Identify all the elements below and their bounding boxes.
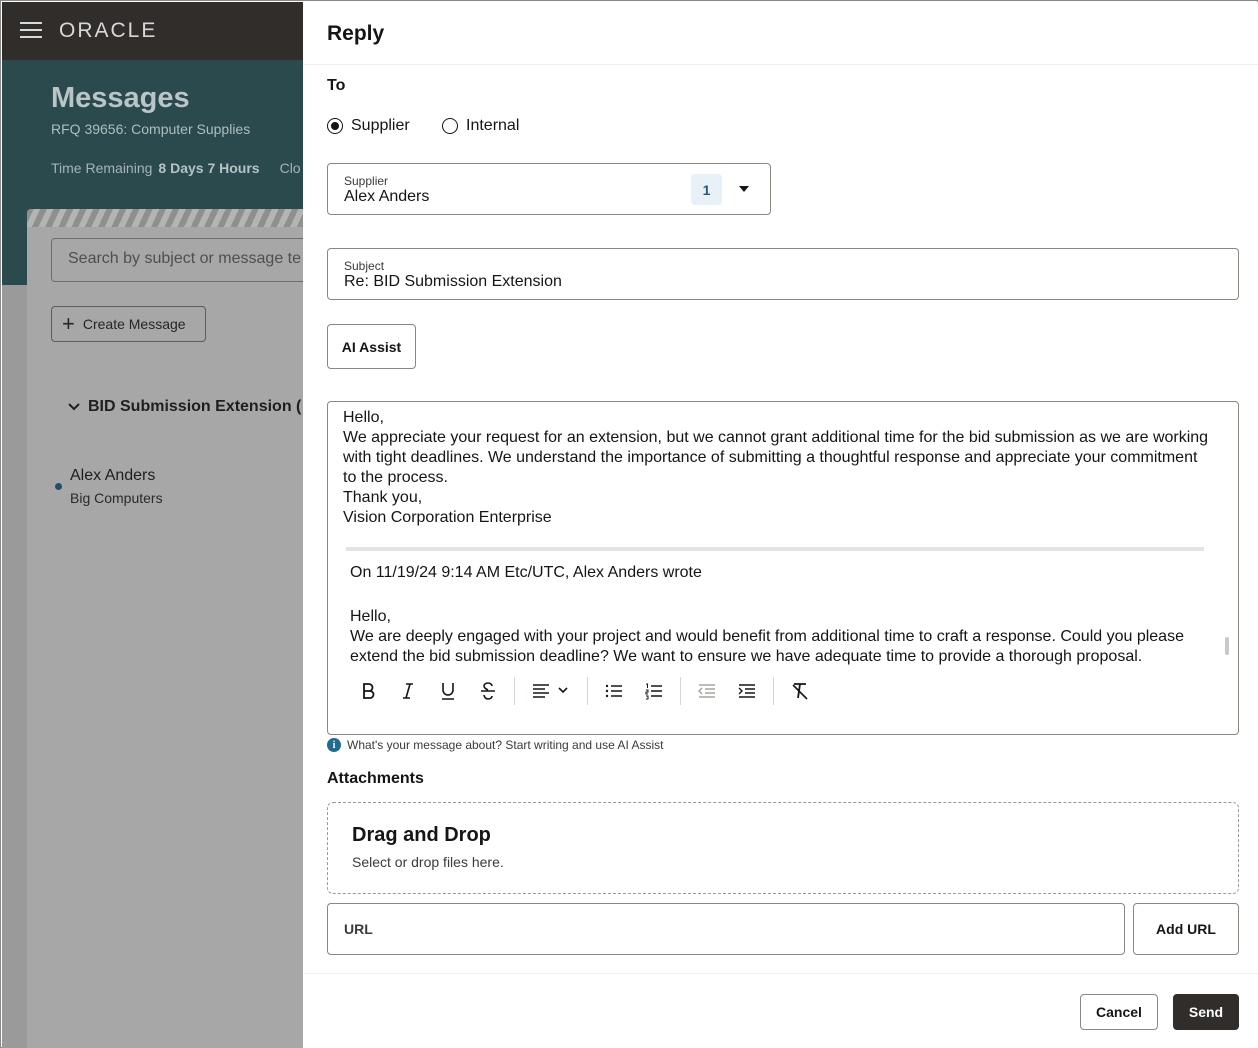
message-body-editor[interactable] (327, 401, 1239, 735)
message-search-input[interactable]: Search by subject or message te (51, 238, 303, 282)
toolbar-separator (514, 677, 515, 705)
drawer-title: Reply (327, 22, 385, 45)
url-placeholder: URL (344, 921, 373, 937)
cancel-button[interactable]: Cancel (1080, 994, 1158, 1030)
create-message-button[interactable] (51, 306, 206, 342)
rfq-subtitle: RFQ 39656: Computer Supplies (51, 121, 251, 137)
file-dropzone[interactable] (327, 802, 1239, 894)
body-line: Hello, (343, 409, 384, 426)
radio-selected-icon (327, 118, 343, 134)
background-page (2, 2, 303, 1048)
radio-supplier[interactable] (327, 117, 410, 135)
align-left-icon[interactable] (521, 673, 581, 709)
attachments-label: Attachments (327, 770, 424, 787)
editor-scrollbar[interactable] (1225, 637, 1229, 655)
unread-indicator (55, 483, 62, 490)
editor-help-text (327, 738, 663, 752)
editor-toolbar (348, 673, 820, 709)
thread-title: BID Submission Extension ( (88, 398, 302, 415)
url-input[interactable] (327, 903, 1125, 955)
toolbar-separator (680, 677, 681, 705)
quoted-header: On 11/19/24 9:14 AM Etc/UTC, Alex Anders wrote (350, 564, 702, 581)
time-remaining-value: 8 Days 7 Hours (158, 160, 260, 176)
hamburger-menu-icon[interactable] (20, 22, 42, 38)
chevron-down-icon (68, 398, 80, 416)
italic-icon[interactable] (388, 673, 428, 709)
message-body-text[interactable] (343, 408, 1213, 528)
create-message-label: Create Message (82, 316, 186, 332)
message-sender-company: Big Computers (70, 490, 163, 506)
clear-formatting-icon[interactable] (780, 673, 820, 709)
time-remaining (51, 160, 301, 176)
reply-drawer (303, 2, 1258, 1048)
panel-banner-texture (27, 209, 303, 227)
ai-assist-button[interactable]: AI Assist (327, 324, 416, 369)
body-line: Thank you, (343, 489, 423, 506)
page-title: Messages (51, 82, 190, 114)
bold-icon[interactable] (348, 673, 388, 709)
subject-input[interactable] (327, 248, 1239, 300)
radio-unselected-icon (442, 118, 458, 134)
help-text: What's your message about? Start writing and use AI Assist (347, 738, 664, 752)
add-url-button[interactable]: Add URL (1133, 903, 1239, 955)
outdent-icon[interactable] (687, 673, 727, 709)
strikethrough-icon[interactable] (468, 673, 508, 709)
body-line: Vision Corporation Enterprise (343, 509, 552, 526)
quoted-line: We are deeply engaged with your project and would benefit from additional time to craft a response. Could you please extend the bid submission deadline? We want to ensure we have adequate time to provide a thorough proposal. (350, 628, 1184, 665)
divider (303, 64, 1258, 65)
time-remaining-label: Time Remaining (51, 160, 153, 176)
supplier-select[interactable] (327, 163, 771, 215)
oracle-logo: ORACLE (59, 19, 158, 42)
divider (303, 973, 1258, 974)
toolbar-separator (587, 677, 588, 705)
supplier-field-label: Supplier (344, 174, 389, 188)
radio-internal[interactable] (442, 117, 519, 135)
global-header (2, 2, 303, 60)
dropzone-subtitle: Select or drop files here. (352, 854, 504, 870)
body-line: We appreciate your request for an extension, but we cannot grant additional time for the bid submission as we are working with tight deadlines. We understand the importance of submitting a thoughtful response and appreciate your commitment to the process. (343, 429, 1209, 486)
selected-count-badge: 1 (691, 174, 722, 205)
toolbar-separator (773, 677, 774, 705)
plus-icon: + (62, 311, 75, 336)
dropzone-title: Drag and Drop (352, 824, 491, 846)
quoted-line: Hello, (350, 608, 391, 625)
to-label: To (327, 77, 346, 94)
bulleted-list-icon[interactable] (594, 673, 634, 709)
close-date-label: Clo (279, 160, 301, 176)
quote-divider (346, 547, 1204, 551)
subject-field-label: Subject (344, 259, 385, 273)
subject-field-value: Re: BID Submission Extension (344, 273, 562, 290)
send-button[interactable]: Send (1173, 994, 1239, 1030)
dropdown-caret-icon[interactable] (739, 186, 749, 192)
info-icon: i (327, 738, 341, 752)
underline-icon[interactable] (428, 673, 468, 709)
radio-internal-label: Internal (466, 117, 520, 134)
quoted-message (350, 563, 1220, 667)
message-sender[interactable]: Alex Anders (70, 467, 156, 484)
radio-supplier-label: Supplier (351, 117, 410, 134)
supplier-field-value: Alex Anders (344, 188, 430, 205)
thread-header[interactable] (68, 398, 301, 416)
numbered-list-icon[interactable] (634, 673, 674, 709)
indent-icon[interactable] (727, 673, 767, 709)
